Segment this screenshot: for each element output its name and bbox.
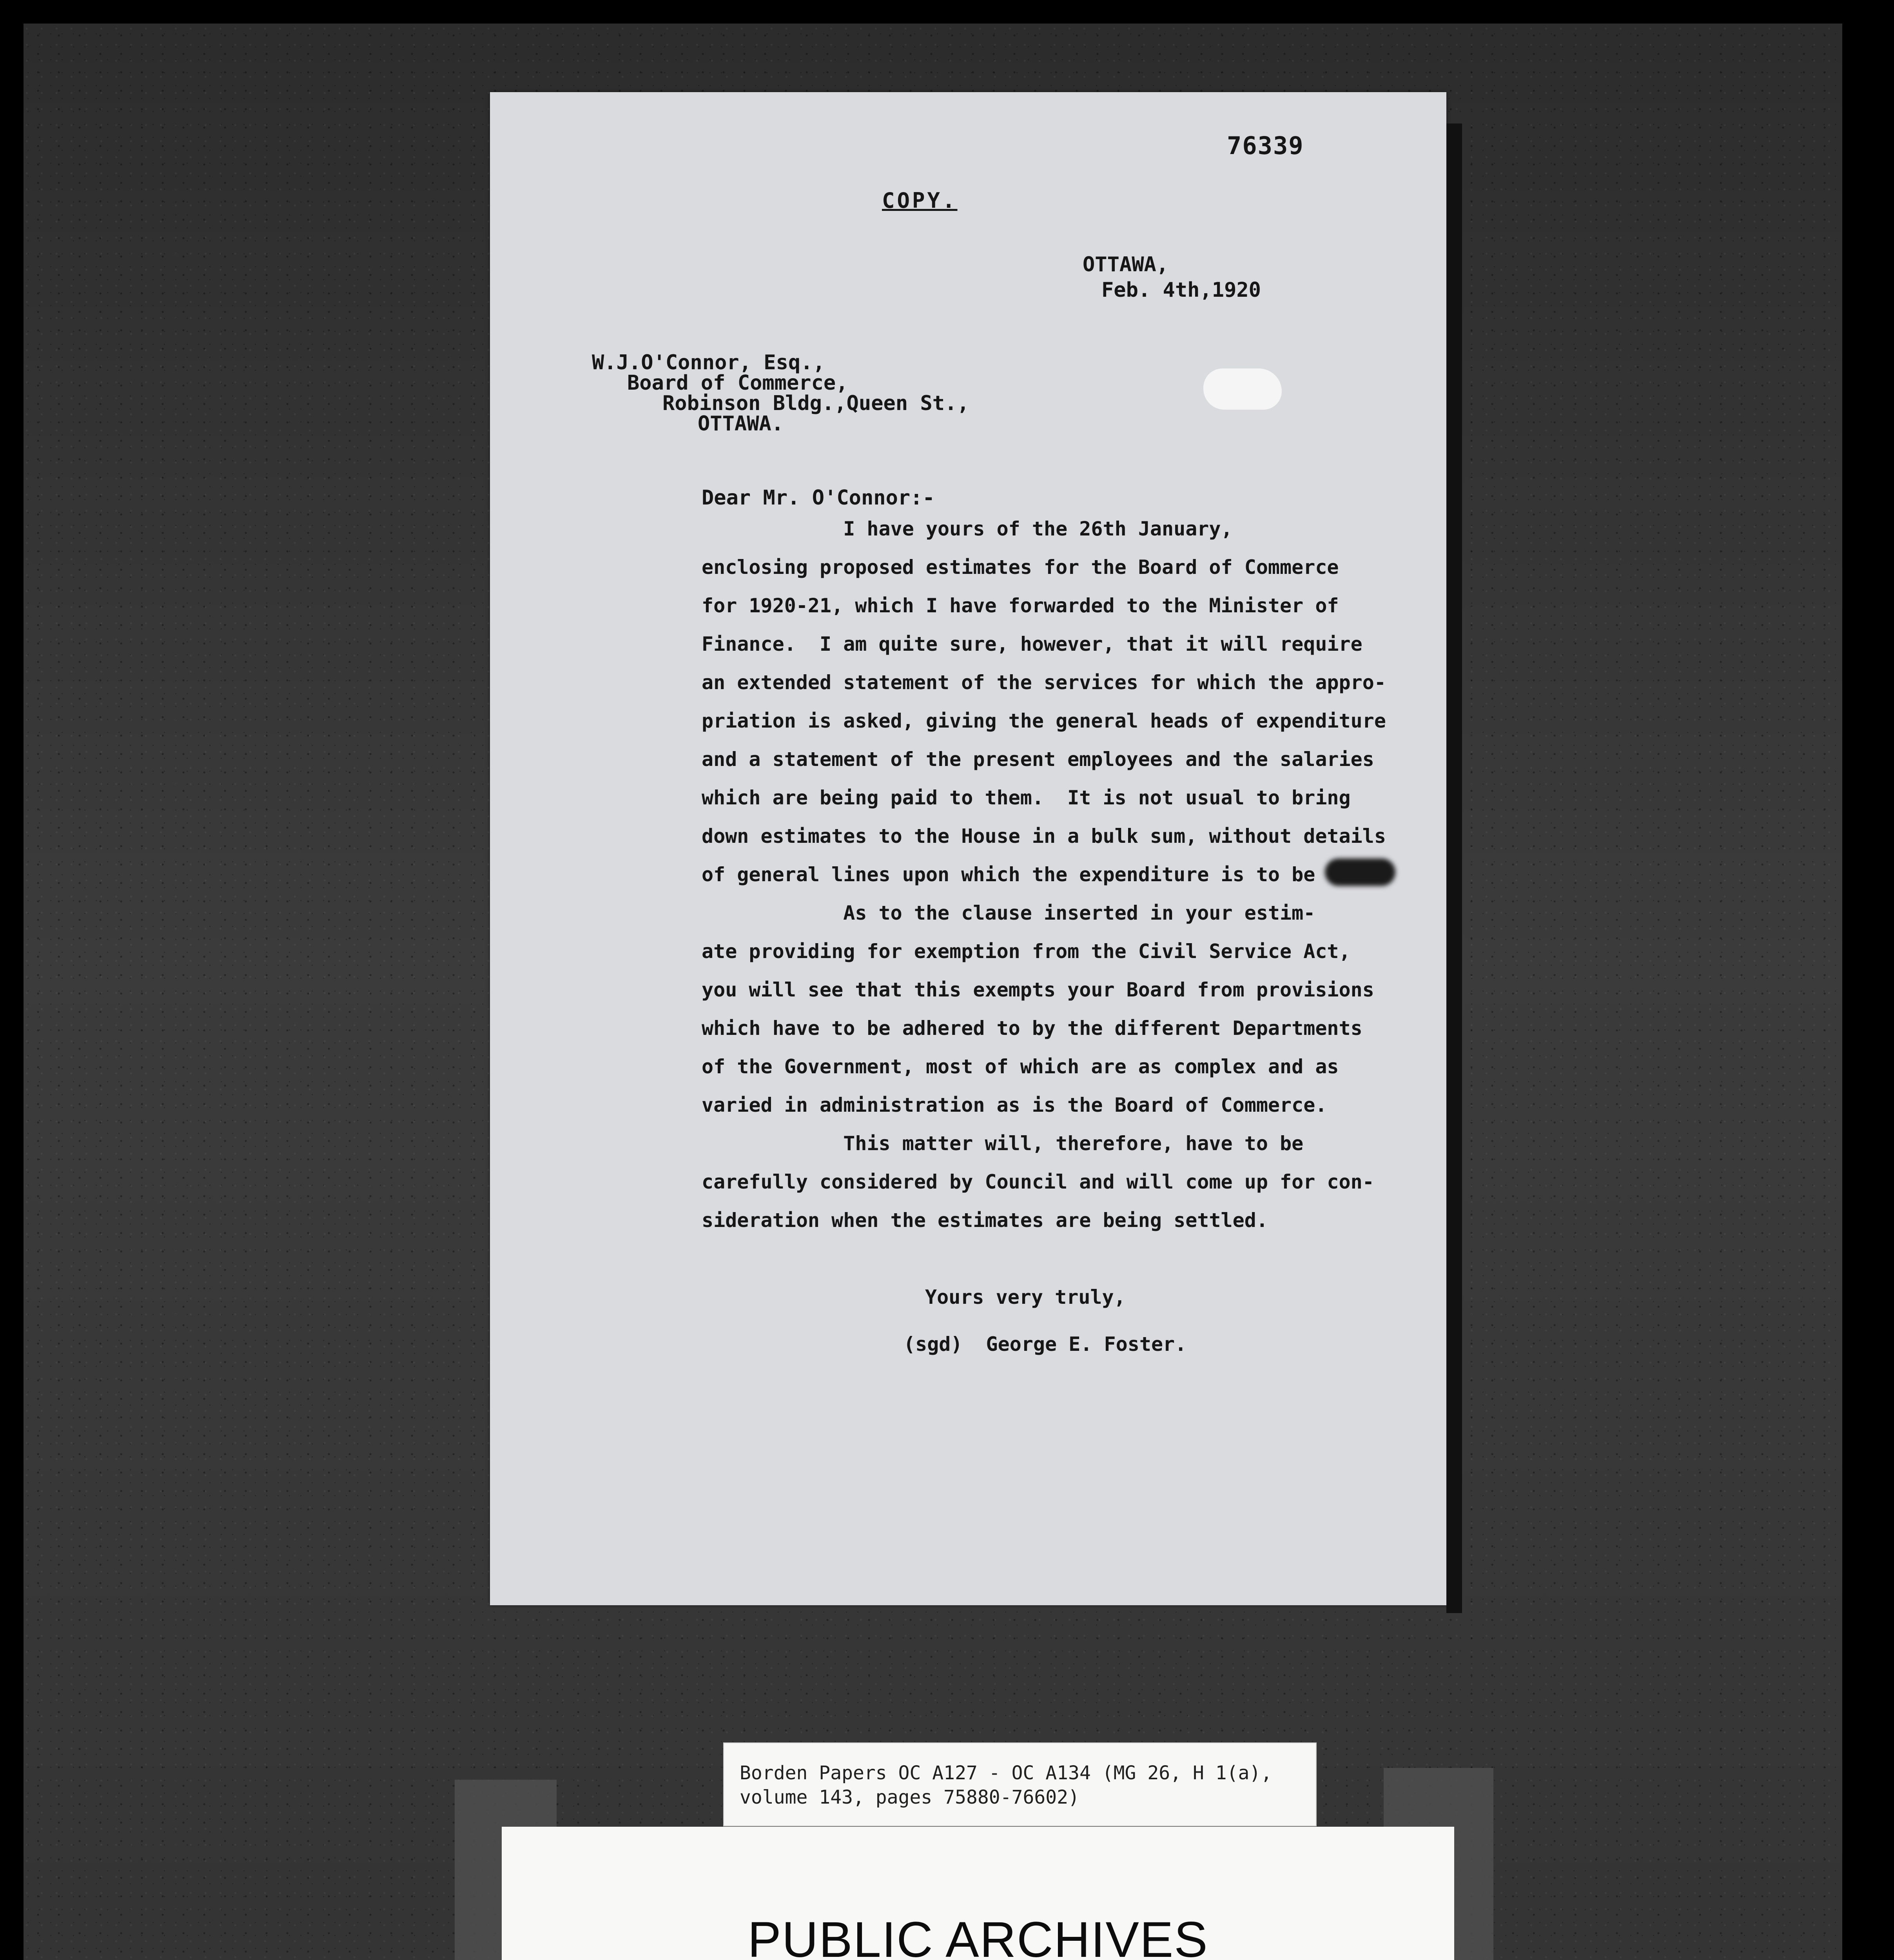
body-line: and a statement of the present employees and the salaries: [702, 748, 1374, 771]
reference-line: Borden Papers OC A127 - OC A134 (MG 26, H 1(a),: [740, 1762, 1272, 1784]
white-blot-mark: [1203, 368, 1282, 410]
body-line: which are being paid to them. It is not usual to bring: [702, 786, 1351, 809]
body-line: of the Government, most of which are as complex and as: [702, 1055, 1339, 1078]
letter-signature: [903, 1333, 1186, 1356]
recipient-city: OTTAWA.: [698, 412, 784, 436]
body-line: As to the clause inserted in your estim-: [702, 902, 1315, 924]
body-line: carefully considered by Council and will come up for con-: [702, 1171, 1374, 1193]
body-line: of general lines upon which the expenditure is to be: [702, 863, 1315, 886]
body-line: you will see that this exempts your Board from provisions: [702, 978, 1374, 1001]
body-line: sideration when the estimates are being settled.: [702, 1209, 1268, 1232]
body-line: enclosing proposed estimates for the Board of Commerce: [702, 556, 1339, 579]
page-number: 76339: [1227, 131, 1304, 160]
reference-line: volume 143, pages 75880-76602): [740, 1786, 1079, 1808]
body-line: which have to be adhered to by the different Departments: [702, 1017, 1362, 1040]
letter-date: Feb. 4th,1920: [1101, 278, 1261, 302]
body-line: I have yours of the 26th January,: [702, 517, 1233, 540]
page-edge-shadow: [1446, 123, 1462, 1613]
ink-smudge: [1325, 858, 1395, 886]
body-line: Finance. I am quite sure, however, that it will require: [702, 633, 1362, 655]
body-line: an extended statement of the services for which the appro-: [702, 671, 1386, 694]
body-line: varied in administration as is the Board of Commerce.: [702, 1094, 1327, 1116]
signature-prefix: (sgd): [903, 1333, 963, 1356]
letter-closing: Yours very truly,: [925, 1286, 1126, 1308]
body-line: ate providing for exemption from the Civil Service Act,: [702, 940, 1351, 963]
microfilm-frame: [24, 24, 1842, 1960]
public-archives-card: [502, 1827, 1454, 1960]
copy-heading: COPY.: [882, 188, 958, 213]
body-line: for 1920-21, which I have forwarded to the Minister of: [702, 594, 1339, 617]
salutation: Dear Mr. O'Connor:-: [702, 486, 935, 510]
letter-city: OTTAWA,: [1083, 253, 1169, 276]
recipient-name: W.J.O'Connor, Esq.,: [592, 351, 825, 374]
recipient-street: Robinson Bldg.,Queen St.,: [662, 392, 969, 415]
body-line: This matter will, therefore, have to be: [702, 1132, 1304, 1155]
typed-letter-page: [490, 92, 1446, 1605]
signature-name: George E. Foster.: [986, 1333, 1187, 1356]
body-line: down estimates to the House in a bulk sum, without details: [702, 825, 1386, 848]
body-line: priation is asked, giving the general heads of expenditure: [702, 710, 1386, 732]
archives-title-english: PUBLIC ARCHIVES: [747, 1912, 1208, 1960]
recipient-organization: Board of Commerce,: [627, 371, 848, 395]
collection-reference-label: [723, 1742, 1317, 1826]
